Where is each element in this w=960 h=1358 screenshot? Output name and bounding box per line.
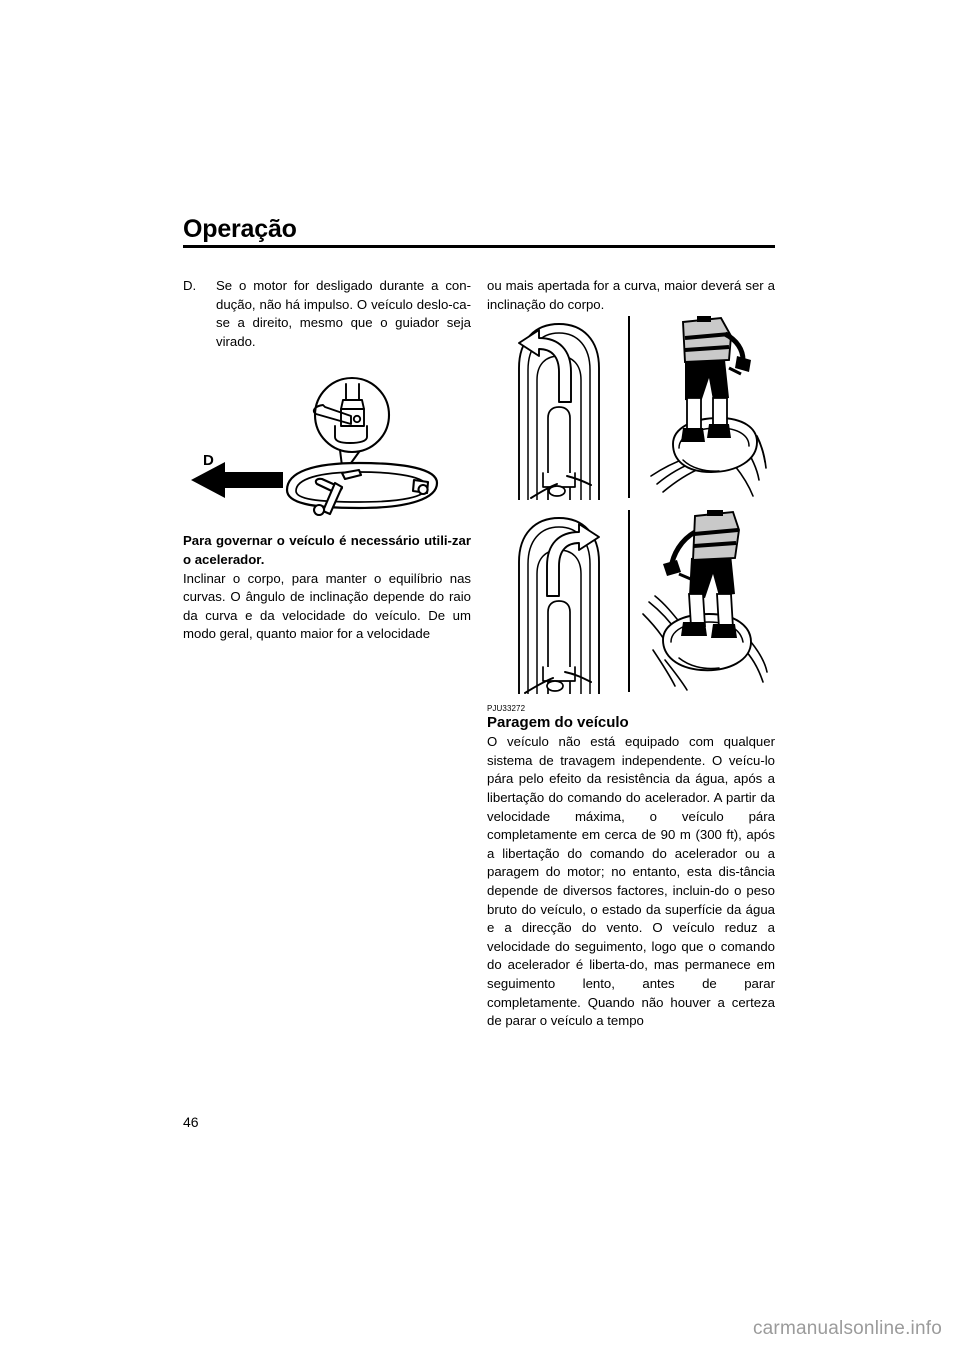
figure-divider-row1: [628, 316, 630, 498]
page-title: Operação: [183, 215, 297, 243]
header-divider: [183, 245, 775, 248]
section-heading: Paragem do veículo: [487, 714, 629, 732]
continuation-paragraph: ou mais apertada for a curva, maior deverá ser a inclinação do corpo.: [487, 278, 775, 312]
section-ref-code: PJU33272: [487, 704, 526, 714]
figure-label-d: D: [203, 452, 214, 469]
body-paragraph: Inclinar o corpo, para manter o equilíbrio nas curvas. O ângulo de inclinação depende do raio da curva e da velocidade do veículo. De um modo geral, quanto maior for a velocidade: [183, 570, 471, 642]
figure-divider-row2: [628, 510, 630, 692]
figure-rider-lean-left: [639, 316, 771, 500]
page-number: 46: [183, 1114, 199, 1130]
site-watermark: carmanualsonline.info: [752, 1318, 942, 1339]
figure-craft-turn-right: [497, 510, 625, 694]
watercraft-hull: [663, 614, 751, 670]
callout-circle: [315, 378, 389, 452]
lead-bold-text: Para governar o veículo é necessário utili-zar o acelerador.: [183, 533, 471, 567]
rider-body: [663, 510, 739, 638]
section-body: O veículo não está equipado com qualquer sistema de travagem independente. O veícu-lo pára pelo efeito da resistência da água, após a libertação do comando do acelerador. A partir da velocidade máxima, o veículo pára completamente em cerca de 90 m (300 ft), após a libertação do comando do acelerador ou a paragem do motor; no entanto, esta dis-tância depende de diversos factores, incluin-do o peso bruto do veículo, o estado da superfície da água e a direcção do vento. O veículo reduz a velocidade do seguimento, logo que o comando do acelerador é liberta-do, mas permanece em seguimento lento, antes de parar completamente. Quando não houver a certeza de parar o veículo a tempo: [487, 734, 775, 1029]
list-item-text: Se o motor for desligado durante a con-dução, não há impulso. O veículo deslo-ca-se a direito, mesmo que o guiador seja virado.: [216, 278, 471, 349]
figure-craft-turn-left: [497, 316, 625, 500]
figure-rider-lean-right: [639, 510, 771, 694]
figure-straight-running: [183, 362, 471, 522]
list-item: [183, 277, 471, 351]
chapter-header: [183, 216, 775, 248]
figure-grid-leaning: [487, 312, 775, 694]
list-item-marker: D.: [183, 278, 197, 293]
figure-d-illustration: [183, 362, 471, 522]
